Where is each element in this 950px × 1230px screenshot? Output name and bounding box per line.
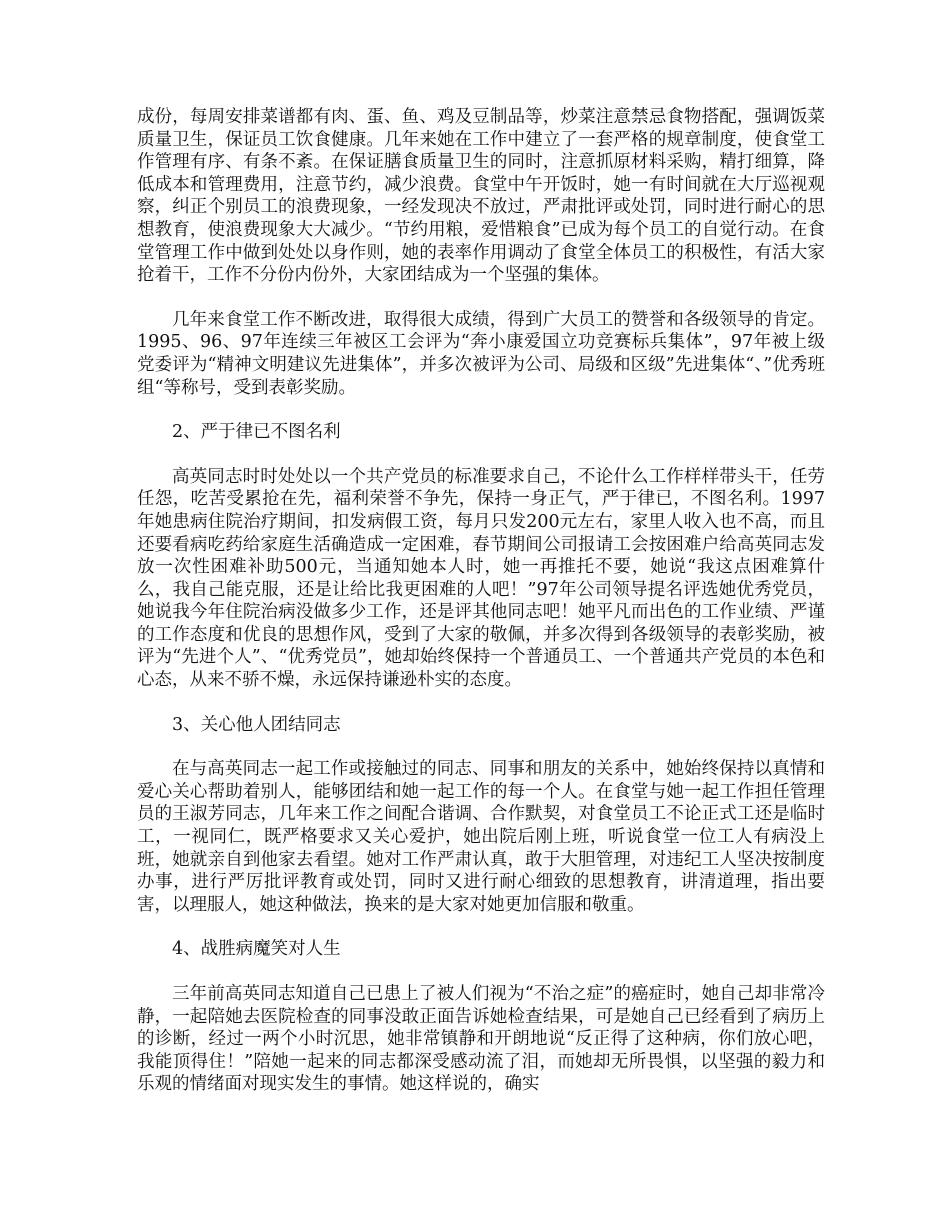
paragraph-1: 成份，每周安排菜谱都有肉、蛋、鱼、鸡及豆制品等，炒菜注意禁忌食物搭配，强调饭菜质量卫生，保证员工饮食健康。几年来她在工作中建立了一套严格的规章制度，使食堂工作管理有序、有条不紊。在保证膳食质量卫生的同时，注意抓原材料采购，精打细算，降低成本和管理费用，注意节约，减少浪费。食堂中午开饭时，她一有时间就在大厅巡视观察，纠正个别员工的浪费现象，一经发现决不放过，严肃批评或处罚，同时进行耐心的思想教育，使浪费现象大大减少。“节约用粮，爱惜粮食”已成为每个员工的自觉行动。在食堂管理工作中做到处处以身作则，她的表率作用调动了食堂全体员工的积极性，有活大家抢着干，工作不分份内份外，大家团结成为一个坚强的集体。	[137, 107, 825, 286]
section-heading-4: 4、战胜病魔笑对人生	[172, 939, 341, 960]
section-heading-2: 2、严于律已不图名利	[172, 422, 341, 443]
document-page	[137, 106, 825, 1118]
paragraph-2: 几年来食堂工作不断改进，取得很大成绩，得到广大员工的赞誉和各级领导的肯定。1995、96、97年连续三年被区工会评为“奔小康爱国立功竞赛标兵集体”，97年被上级党委评为“精神文明建议先进集体”，并多次被评为公司、局级和区级”先进集体“、”优秀班组“等称号，受到表彰奖励。	[137, 309, 825, 398]
paragraph-3: 高英同志时时处处以一个共产党员的标准要求自己，不论什么工作样样带头干，任劳任怨，吃苦受累抢在先，福利荣誉不争先，保持一身正气，严于律已，不图名利。1997年她患病住院治疗期间，扣发病假工资，每月只发200元左右，家里人收入也不高，而且还要看病吃药给家庭生活确造成一定困难，春节期间公司报请工会按困难户给高英同志发放一次性困难补助500元，当通知她本人时，她一再推托不要，她说“我这点困难算什么，我自己能克服，还是让给比我更困难的人吧！”97年公司领导提名评选她优秀党员，她说我今年住院治病没做多少工作，还是评其他同志吧！她平凡而出色的工作业绩、严谨的工作态度和优良的思想作风，受到了大家的敬佩，并多次得到各级领导的表彰奖励，被评为“先进个人”、“优秀党员”，她却始终保持一个普通员工、一个普通共产党员的本色和心态，从来不骄不燥，永远保持谦逊朴实的态度。	[137, 466, 825, 691]
section-heading-3: 3、关心他人团结同志	[172, 714, 341, 735]
paragraph-5: 三年前高英同志知道自己已患上了被人们视为“不治之症”的癌症时，她自己却非常冷静，一起陪她去医院检查的同事没敢正面告诉她检查结果，可是她自己已经看到了病历上的诊断，经过一两个小时沉思，她非常镇静和开朗地说“反正得了这种病，你们放心吧，我能顶得住！”陪她一起来的同志都深受感动流了泪，而她却无所畏惧，以坚强的毅力和乐观的情绪面对现实发生的事情。她这样说的，确实	[137, 984, 825, 1095]
paragraph-4: 在与高英同志一起工作或接触过的同志、同事和朋友的关系中，她始终保持以真情和爱心关心帮助着别人，能够团结和她一起工作的每一个人。在食堂与她一起工作担任管理员的王淑芳同志，几年来工作之间配合谐调、合作默契，对食堂员工不论正式工还是临时工，一视同仁，既严格要求又关心爱护，她出院后刚上班，听说食堂一位工人有病没上班，她就亲自到他家去看望。她对工作严肃认真，敢于大胆管理，对违纪工人坚决按制度办事，进行严厉批评教育或处罚，同时又进行耐心细致的思想教育，讲清道理，指出要害，以理服人，她这种做法，换来的是大家对她更加信服和敬重。	[137, 759, 825, 915]
